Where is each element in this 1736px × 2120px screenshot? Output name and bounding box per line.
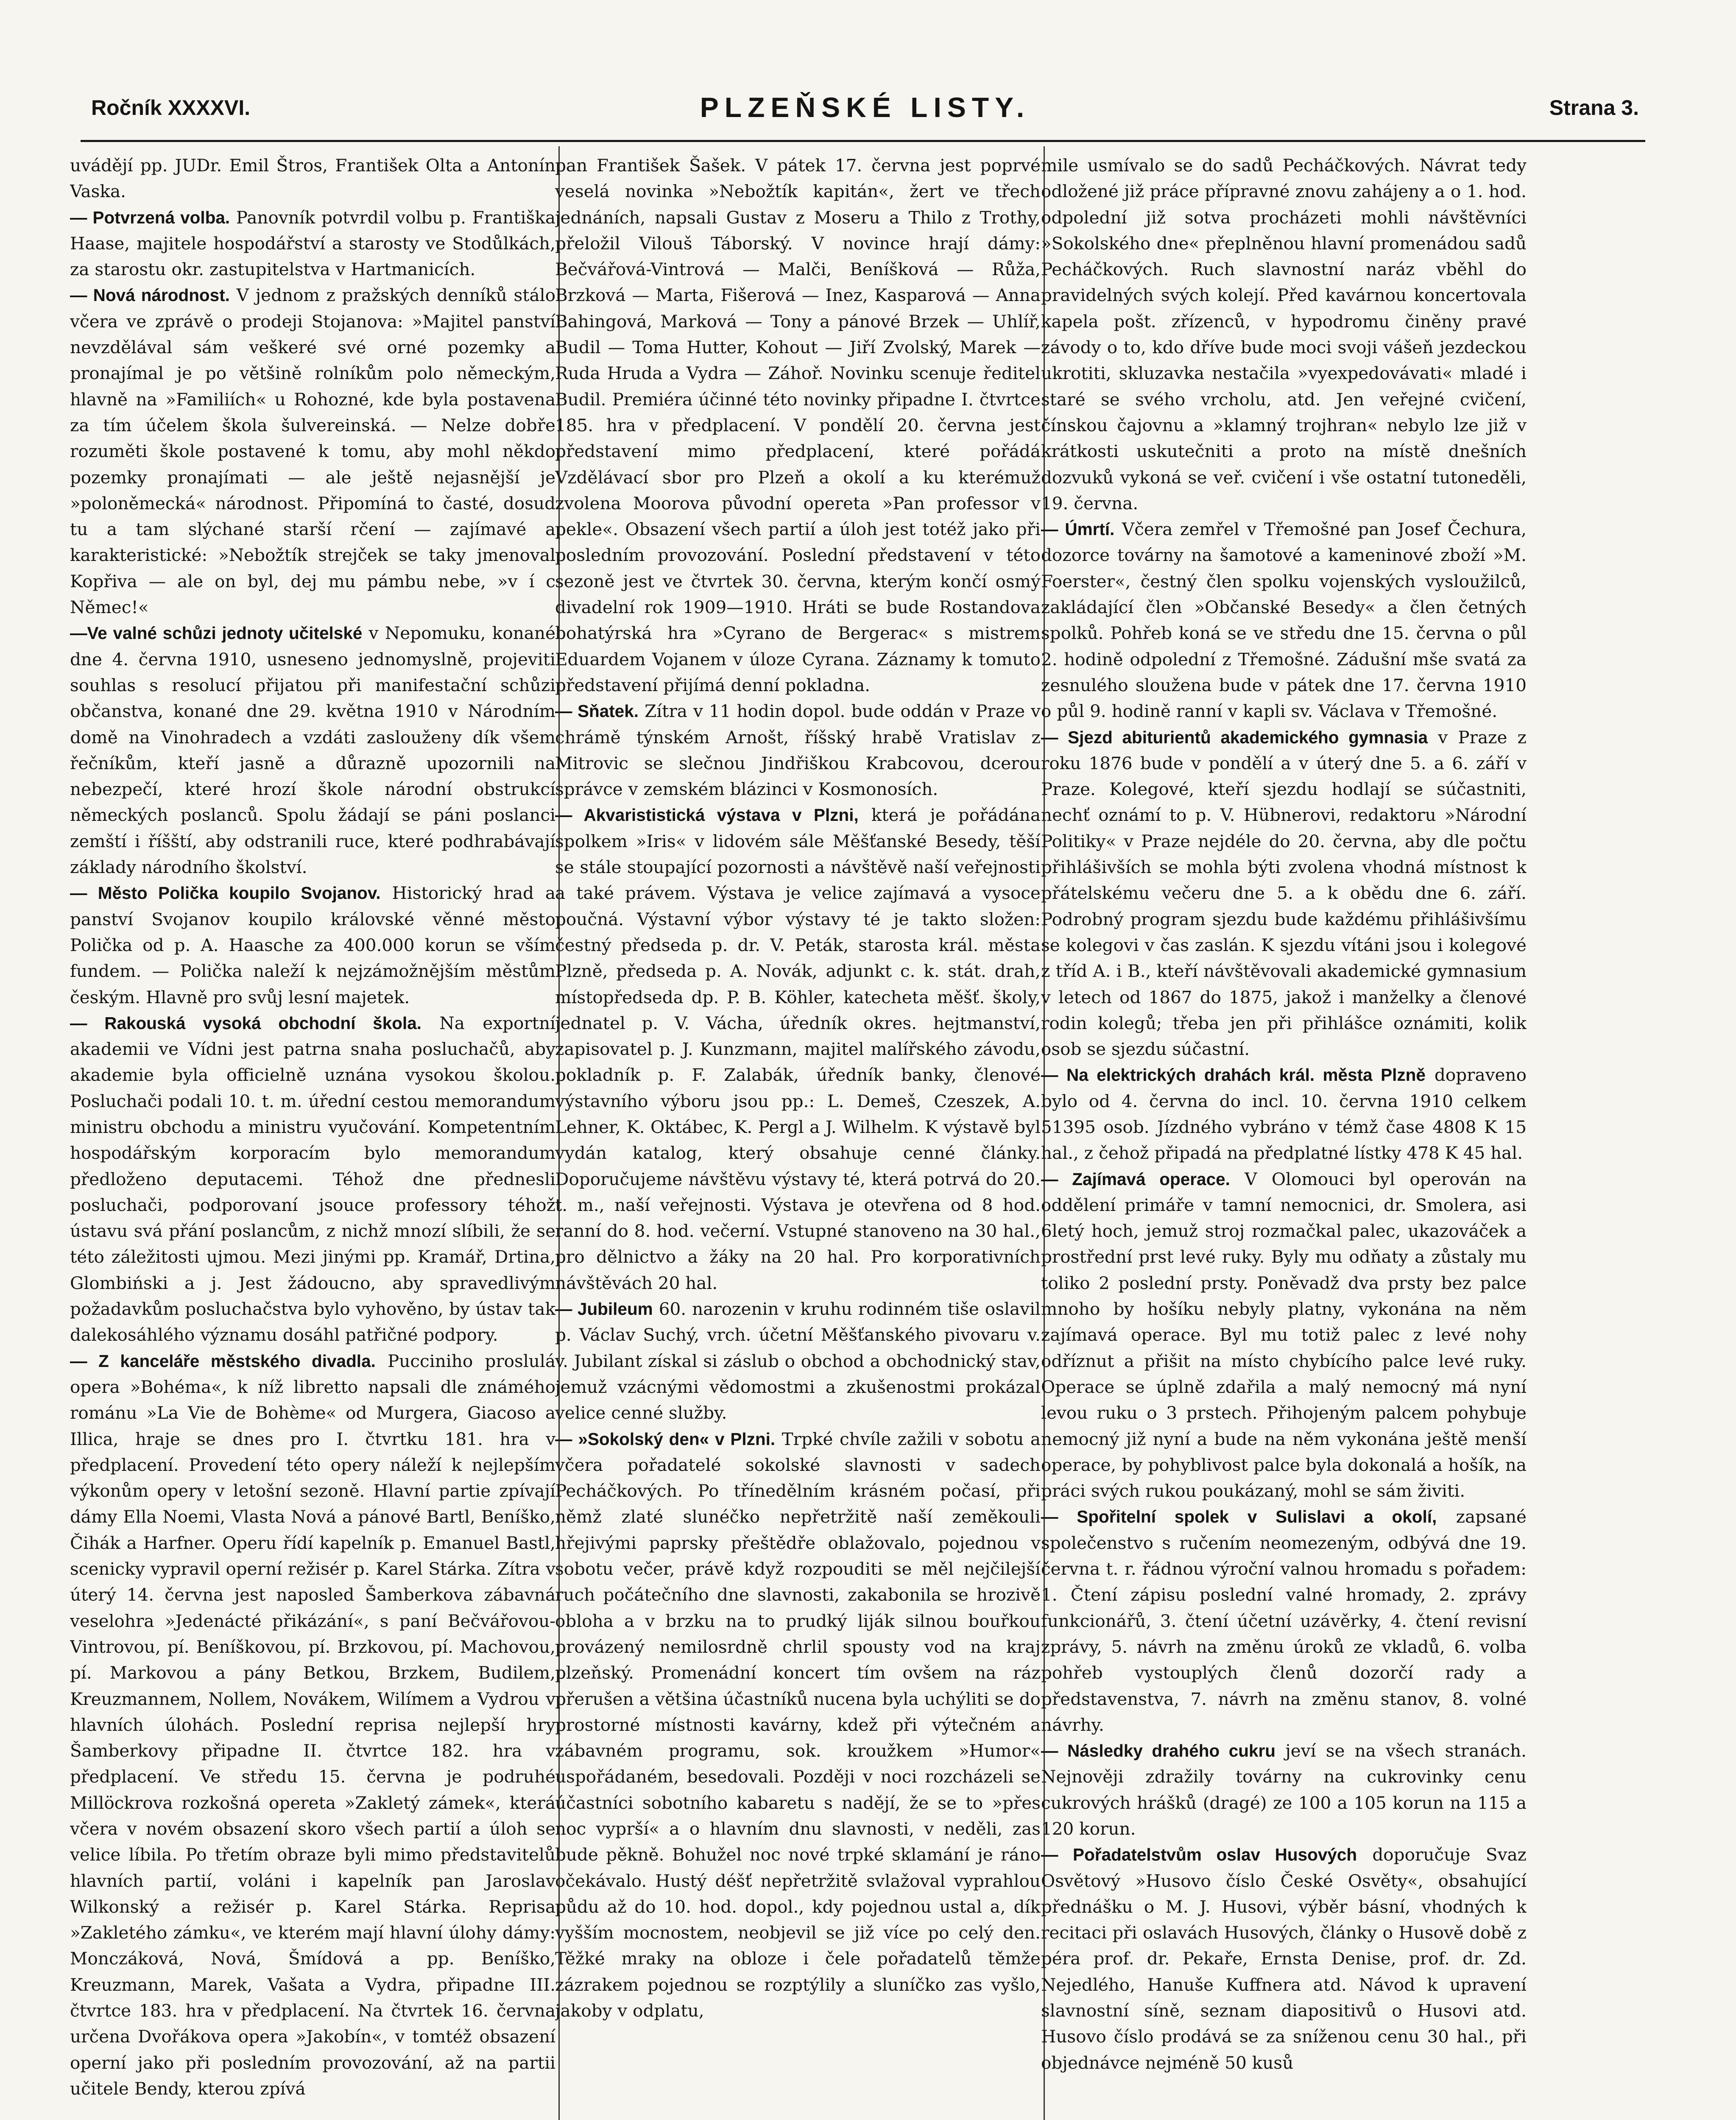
article-heading: — Potvrzená volba.: [70, 207, 230, 227]
volume-number: Ročník XXXXVI.: [91, 96, 251, 120]
article-text: Pucciniho proslulá opera »Bohéma«, k níž libretto napsali dle známého románu »La Vie de Bohème« od Murgera, Giacoso a Illica, hraje se dnes pro I. čtvrtku 181. hra v předplacení. Provedení této opery náleží k nejlepším výkonům opery v letošní sezoně. Hlavní partie zpívají dámy Ella Noemi, Vlasta Nová a pánové Bartl, Beníško, Čihák a Harfner. Operu řídí kapelník p. Emanuel Bastl, scenicky vypravil operní režisér p. Karel Stárka. Zítra v úterý 14. června jest naposled Šamberkova zábavná veselohra »Jedenácté přikázání«, s paní Bečvářovou-Vintrovou, pí. Beníškovou, pí. Brzkovou, pí. Machovou, pí. Markovou a pány Betkou, Brzkem, Budilem, Kreuzmannem, Nollem, Novákem, Wilímem a Vydrou v hlavních úlohách. Poslední reprisa nejlepší hry Šamberkovy připadne II. čtvrtce 182. hra v předplacení. Ve středu 15. června je podruhé Millöckrova rozkošná opereta »Zakletý zámek«, která včera v novém obsazení skoro všech partií a úloh se velice líbila. Po třetím obraze byli mimo představitelů hlavních partií, voláni i kapelník pan Jaroslav Wilkonský a režisér p. Karel Stárka. Reprisa »Zakletého zámku«, ve kterém mají hlavní úlohy dámy: Monczáková, Nová, Šmídová a pp. Beníško, Kreuzmann, Marek, Vašata a Vydra, připadne III. čtvrtce 183. hra v předplacení. Na čtvrtek 16. června určena Dvořákova opera »Jakobín«, v tomtéž obsazení operní jako při posledním provozování, až na partii učitele Bendy, kterou zpívá: [70, 1350, 555, 2099]
article-heading: — Jubileum: [555, 1299, 653, 1319]
page-header: [91, 91, 1639, 138]
article-text: která je pořádána spolkem »Iris« v lidovém sále Měšťanské Besedy, těší se stále stoupající pozornosti a návštěvě naší veřejnosti a také právem. Výstava je velice zajímavá a vysoce poučná. Výstavní výbor výstavy té je takto složen: čestný předseda p. dr. V. Peták, starosta král. města Plzně, předseda p. A. Novák, adjunkt c. k. stát. drah, místopředseda dp. P. B. Köhler, katecheta měšť. školy, jednatel p. V. Vácha, úředník okres. hejtmanství, zapisovatel p. J. Kunzmann, majitel malířského závodu, pokladník p. F. Zalabák, úředník banky, členové výstavního výboru jsou pp.: L. Demeš, Czeszek, A. Lehner, K. Oktábec, K. Pergl a J. Wilhelm. K výstavě byl vydán katalog, který obsahuje cenné články. Doporučujeme návštěvu výstavy té, která potrvá do 20. t. m., naší veřejnosti. Výstava je otevřena od 8 hod. ranní do 8. hod. večerní. Vstupné stanoveno na 30 hal., pro dělnictvo a žáky na 20 hal. Pro korporativních návštěvách 20 hal.: [555, 805, 1041, 1293]
article-paragraph: [70, 153, 555, 205]
article-heading: — Z kanceláře městského divadla.: [70, 1351, 376, 1371]
article-paragraph: [1041, 725, 1527, 1063]
article-heading: — »Sokolský den« v Plzni.: [555, 1429, 776, 1449]
column-2: [555, 153, 1041, 2120]
article-text: Včera zemřel v Třemošné pan Josef Čechura, dozorce továrny na šamotové a kameninové zboží »M. Foerster«, čestný člen spolku vojenských vysloužilců, zakládající člen »Občanské Besedy« a člen četných spolků. Pohřeb koná se ve středu dne 15. června o půl 2. hodině odpolední z Třemošné. Zádušní mše svatá za zesnulého sloužena bude v pátek dne 17. června 1910 o půl 9. hodině ranní v kapli sv. Václava v Třemošné.: [1041, 519, 1527, 722]
article-paragraph: [1041, 1166, 1527, 1504]
column-3: [1041, 153, 1527, 2120]
article-heading: — Následky drahého cukru: [1041, 1741, 1276, 1761]
article-text: Trpké chvíle zažili v sobotu a včera pořadatelé sokolské slavnosti v sadech Pecháčkových. Po třínedělním krásném počasí, při němž zlaté slunéčko nepřetržitě naší zeměkouli hřejivými paprsky přeštědře oblažovalo, pojednou v sobotu večer, právě když rozpouditi se měl nejčilejší ruch počátečního dne slavnosti, zakabonila se hrozivě obloha a v brzku na to prudký liják silnou bouřkou provázený nemilosrdně chrlil spousty vod na kraj plzeňský. Promenádní koncert tím ovšem na ráz přerušen a většina účastníků nucena byla uchýliti se do prostorné místnosti kavárny, kdež při výtečném a zábavném programu, sok. kroužkem »Humor« uspořádaném, besedovali. Později v noci rozcházeli se účastníci sobotního kabaretu s nadějí, že se to »přes noc vyprší« a o hlavním dnu slavnosti, v neděli, zas bude pěkně. Bohužel noc nové trpké sklamání je ráno očekávalo. Hustý déšť nepřetržitě svlažoval vyprahlou půdu až do 10. hod. dopol., kdy pojednou ustal a, dík vyšším mocnostem, neobjevil se již více po celý den. Těžké mraky na obloze i čele pořadatelů těmže zázrakem pojednou se rozptýlily a sluníčko zas vyšlo, jakoby v odplatu,: [555, 1428, 1041, 2021]
article-paragraph: [555, 153, 1041, 698]
newspaper-title: PLZEŇSKÉ LISTY.: [700, 92, 1030, 123]
article-text: 60. narozenin v kruhu rodinném tiše oslavil p. Václav Suchý, vrch. účetní Měšťanského pivovaru v. v. Jubilant získal si záslub o obchod a obchodnický stav, jemuž vzácnými vědomostmi a zkušenostmi prokázal velice cenné služby.: [555, 1299, 1041, 1423]
page-number: Strana 3.: [1549, 96, 1639, 120]
article-paragraph: [555, 1426, 1041, 2024]
article-paragraph: [555, 1296, 1041, 1426]
article-text: Zítra v 11 hodin dopol. bude oddán v Praze v chrámě týnském Arnošt, říšský hrabě Vratislav z Mitrovic se slečnou Jindřiškou Krabcovou, dcerou správce v zemském blázinci v Kosmonosích.: [555, 701, 1041, 800]
article-paragraph: [1041, 1738, 1527, 1842]
article-paragraph: [70, 205, 555, 283]
article-paragraph: [70, 880, 555, 1010]
article-heading: — Sňatek.: [555, 701, 639, 721]
article-text: Historický hrad a panství Svojanov koupilo královské věnné město Polička od p. A. Haasche za 400.000 korun se vším fundem. — Polička naleží k nejzámožnějším městům českým. Hlavně pro svůj lesní majetek.: [70, 883, 555, 1007]
article-paragraph: [1041, 516, 1527, 724]
article-heading: — Akvarististická výstava v Plzni,: [555, 805, 859, 825]
article-heading: — Úmrtí.: [1041, 519, 1115, 539]
article-paragraph: [555, 698, 1041, 802]
article-heading: — Město Polička koupilo Svojanov.: [70, 883, 381, 903]
article-text: pan František Šašek. V pátek 17. června jest poprvé veselá novinka »Nebožtík kapitán«, žert ve třech jednáních, napsali Gustav z Moseru a Thilo z Trothy, přeložil Vilouš Táborský. V novince hrají dámy: Bečvářová-Vintrová — Malči, Beníšková — Růža, Brzková — Marta, Fišerová — Inez, Kasparová — Anna Bahingová, Marková — Tony a pánové Brzek — Uhlíř, Budil — Toma Hutter, Kohout — Jiří Zvolský, Marek — Ruda Hruda a Vydra — Záhoř. Novinku scenuje ředitel Budil. Premiéra účinné této novinky připadne I. čtvrtce 185. hra v předplacení. V pondělí 20. června jest představení mimo předplacení, které pořádá Vzdělávací sbor pro Plzeň a okolí a ku kterémuž zvolena Moorova původní opereta »Pan professor v pekle«. Obsazení všech partií a úloh jest totéž jako při posledním provozování. Poslední představení v této sezoně jest ve čtvrtek 30. června, kterým končí osmý divadelní rok 1909—1910. Hráti se bude Rostandova bohatýrská hra »Cyrano de Bergerac« s mistrem Eduardem Vojanem v úloze Cyrana. Záznamy k tomuto představení přijímá denní pokladna.: [555, 155, 1041, 695]
article-paragraph: [555, 802, 1041, 1296]
article-text: doporučuje Svaz Osvětový »Husovo číslo České Osvěty«, obsahující přednášku o M. J. Husovi, výběr básní, vhodných k recitaci při oslavách Husových, články o Husově době z péra prof. dr. Pekaře, Ernsta Denise, prof. dr. Zd. Nejedlého, Hanuše Kuffnera atd. Návod k upravení slavnostní síně, seznam diapositivů o Husovi atd. Husovo číslo prodává se za sníženou cenu 30 hal., při objednávce nejméně 50 kusů: [1041, 1844, 1527, 2073]
article-heading: — Rakouská vysoká obchodní škola.: [70, 1013, 421, 1033]
article-text: Panovník potvrdil volbu p. Františka Haase, majitele hospodářství a starosty ve Stodůlkách, za starostu okr. zastupitelstva v Hartmanicích.: [70, 207, 555, 280]
article-heading: — Sjezd abiturientů akademického gymnasia: [1041, 727, 1428, 747]
article-heading: — Pořadatelstvům oslav Husových: [1041, 1845, 1357, 1865]
article-heading: — Nová národnost.: [70, 285, 230, 305]
column-1: [70, 153, 555, 2120]
article-paragraph: [1041, 153, 1527, 516]
article-text: Na exportní akademii ve Vídni jest patrna snaha posluchačů, aby akademie byla officielně uznána vysokou školou. Posluchači podali 10. t. m. úřední cestou memorandum ministru obchodu a ministru vyučování. Kompetentním hospodářským korporacím bylo memorandum předloženo deputacemi. Téhož dne přednesli posluchači, podporovaní jsouce professory téhož ústavu svá přání poslancům, z nichž mnozí slíbili, že se této záležitosti ujmou. Mezi jinými pp. Kramář, Drtina, Glombiński a j. Jest žádoucno, aby spravedlivým požadavkům posluchačstva bylo vyhověno, by ústav tak dalekosáhlého významu dosáhl patřičné podpory.: [70, 1013, 555, 1345]
article-text: mile usmívalo se do sadů Pecháčkových. Návrat tedy odložené již práce přípravné znovu zahájeny a o 1. hod. odpolední již sotva procházeti mohli návštěvníci »Sokolského dne« přeplněnou hlavní promenádou sadů Pecháčkových. Ruch slavnostní naráz vběhl do pravidelných svých kolejí. Před kavárnou koncertovala kapela pošt. zřízenců, v hypodromu činěny pravé závody o to, kdo dříve bude moci svoji vášeň jezdeckou ukrotiti, skluzavka nestačila »vyexpedovávati« mladé i staré se svého vrcholu, atd. Jen veřejné cvičení, čínskou čajovnu a »klamný trojhran« nebylo lze již v krátkosti uskutečniti a proto na místě dnešních dozvuků vykoná se veř. cvičení i vše ostatní tutoneděli, 19. června.: [1041, 155, 1527, 513]
article-heading: —Ve valné schůzi jednoty učitelské: [70, 623, 363, 643]
article-paragraph: [70, 1010, 555, 1348]
article-text: V Olomouci byl operován na oddělení primáře v tamní nemocnici, dr. Smolera, asi 6letý hoch, jemuž stroj rozmačkal palec, ukazováček a prostřední prst levé ruky. Byly mu odňaty a zůstaly mu toliko 2 poslední prsty. Poněvadž dva prsty bez palce mnoho by hošíku nebyly platny, vykonána na něm zajímavá operace. Byl mu totiž palec z levé nohy odříznut a přišit na místo chybícího palce levé ruky. Operace se úplně zdařila a malý nemocný má nyní levou ruku o 3 prstech. Přihojeným palcem pohybuje nemocný již nyní a bude na něm vykonána ještě menší operace, by pohyblivost palce byla dokonalá a hošík, na práci svých rukou poukázaný, mohl se sám živiti.: [1041, 1169, 1527, 1501]
article-heading: — Spořitelní spolek v Sulislavi a okolí,: [1041, 1507, 1437, 1527]
article-paragraph: [1041, 1842, 1527, 2076]
article-paragraph: [70, 1348, 555, 2102]
article-text: V jednom z pražských denníků stálo včera ve zprávě o prodeji Stojanova: »Majitel panství nevzdělával sám veškeré své orné pozemky a pronajímal je po většině rolníkům polo německým, hlavně na »Familiích« u Rohozné, kde byla postavena za tím účelem škola šulvereinská. — Nelze dobře rozuměti škole postavené k tomu, aby mohl někdo pozemky pronajímati — ale ještě nejasnější je »poloněmecká« národnost. Připomíná to časté, dosud tu a tam slýchané starší rčení — zajímavé a karakteristické: »Nebožtík strejček se taky jmenoval Kopřiva — ale on byl, dej mu pámbu nebe, »v í c Němec!«: [70, 285, 555, 618]
article-paragraph: [70, 620, 555, 880]
article-text: uvádějí pp. JUDr. Emil Štros, František Olta a Antonín Vaska.: [70, 155, 555, 202]
article-paragraph: [1041, 1504, 1527, 1738]
article-text: dopraveno bylo od 4. června do incl. 10. června 1910 celkem 51395 osob. Jízdného vybráno v témž čase 4808 K 15 hal., z čehož připadá na předplatné lístky 478 K 45 hal.: [1041, 1065, 1527, 1163]
article-text: zapsané společenstvo s ručením neomezeným, odbývá dne 19. června t. r. řádnou výroční valnou hromadu s pořadem: 1. Čtení zápisu poslední valné hromady, 2. zprávy funkcionářů, 3. čtení účetní uzávěrky, 4. čtení revisní zprávy, 5. návrh na změnu úroků ze vkladů, 6. volba pohřeb vystouplých členů dozorčí rady a představenstva, 7. návrh na změnu stanov, 8. volné návrhy.: [1041, 1506, 1527, 1735]
article-heading: — Na elektrických drahách král. města Plzně: [1041, 1065, 1426, 1085]
article-text: v Praze z roku 1876 bude v pondělí a v úterý dne 5. a 6. září v Praze. Kolegové, kteří sjezdu hodlají se súčastniti, nechť oznámí to p. V. Hübnerovi, redaktoru »Národní Politiky« v Praze nejdéle do 20. června, aby dle počtu přihlášivších se mohla býti zvolena vhodná místnost k přátelskému večeru dne 5. a k obědu dne 6. září. Podrobný program sjezdu bude každému přihlášivšímu se kolegovi v čas zaslán. K sjezdu vítáni jsou i kolegové z tříd A. i B., kteří návštěvovali akademické gymnasium v letech od 1867 do 1875, jakož i manželky a členové rodin kolegů; třeba jen při přihlášce oznámiti, kolik osob se sjezdu súčastní.: [1041, 727, 1527, 1060]
article-text: jeví se na všech stranách. Nejnověji zdražily továrny na cukrovinky cenu cukrových hrášků (dragé) ze 100 a 105 korun na 115 a 120 korun.: [1041, 1741, 1527, 1839]
article-heading: — Zajímavá operace.: [1041, 1169, 1230, 1189]
article-paragraph: [1041, 1062, 1527, 1166]
header-rule: [81, 140, 1645, 142]
article-text: v Nepomuku, konané dne 4. června 1910, usneseno jednomyslně, projeviti souhlas s resolucí přijatou při manifestační schůzi občanstva, konané dne 29. května 1910 v Národním domě na Vinohradech a vzdáti zaslouženy dík všem řečníkům, kteří jasně a důrazně upozornili na nebezpečí, které hrozí škole národní obstrukcí německých poslanců. Spolu žádají se páni poslanci zemští i říšští, aby odstranili ruce, které podhrabávají základy národního školství.: [70, 623, 555, 878]
article-paragraph: [70, 282, 555, 620]
